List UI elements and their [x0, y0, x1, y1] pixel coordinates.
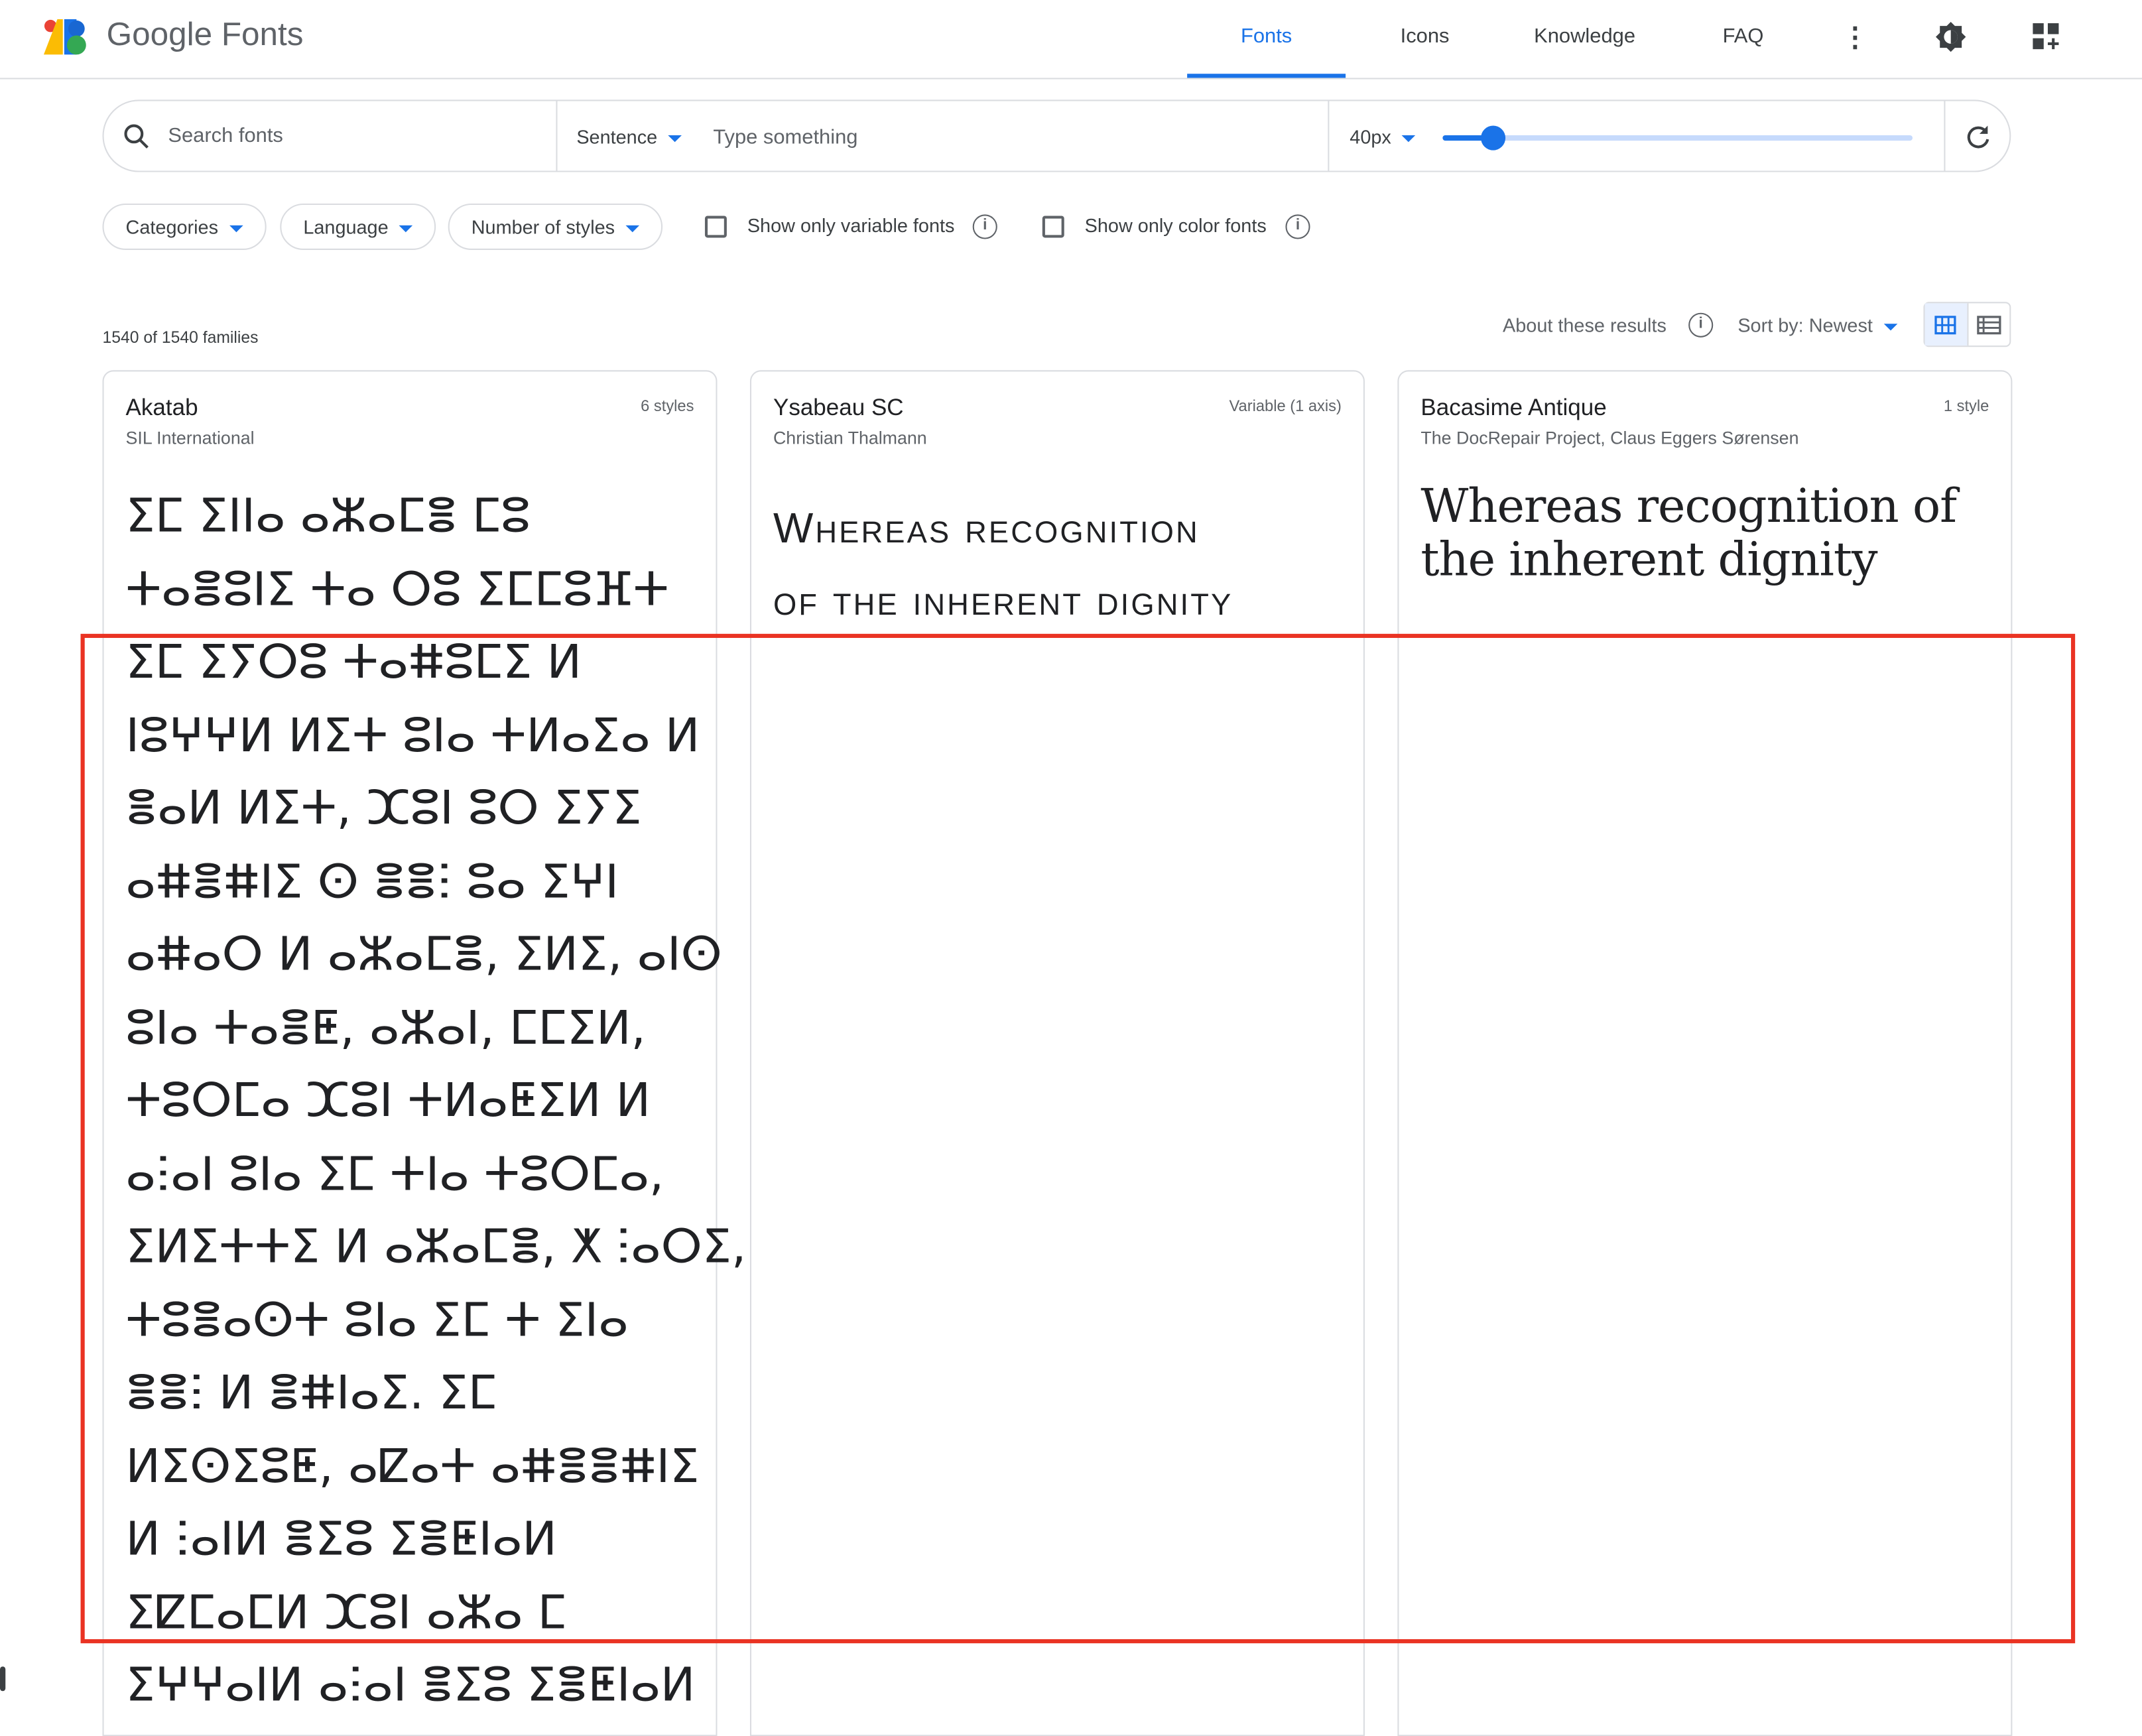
sort-label: Sort by: Newest — [1737, 314, 1873, 336]
categories-label: Categories — [125, 216, 218, 238]
list-view-button[interactable] — [1968, 303, 2009, 345]
search-toolbar — [103, 99, 2011, 172]
styles-filter[interactable] — [448, 204, 663, 250]
preview-mode-label: Sentence — [576, 125, 658, 148]
font-preview: Whereas recognition of the inherent dignity — [773, 504, 1233, 625]
dropdown-arrow-icon — [626, 225, 640, 231]
list-icon — [1977, 315, 2001, 334]
font-name[interactable]: Bacasime Antique — [1420, 395, 1607, 421]
font-size-slider[interactable] — [1442, 135, 1913, 141]
brand-name[interactable]: Google Fonts — [106, 16, 304, 54]
categories-filter[interactable] — [103, 204, 267, 250]
results-count: 1540 of 1540 families — [102, 328, 259, 347]
info-icon[interactable]: i — [973, 214, 997, 239]
sort-select[interactable] — [1737, 314, 1897, 336]
font-card-bacasime-antique[interactable] — [1397, 370, 2012, 1736]
font-preview: ⵉⵎ ⵉⵏⵏⴰ ⴰⵣⴰⵎⴻ ⵎⵓ ⵜⴰⴻⵓⵏⵉ ⵜⴰ ⵔⵓ ⵉⵎⵎⵓⴼⵜ ⵉⵎ ⵉⵢⵔⵓ ⵜⴰⵌⵓⵎⵉ ⵍ ⵏⵓⵖⵖⵍ ⵍⵉⵜ ⵓⵏⴰ ⵜⵍⴰⵉⴰ ⵍ ⴻⴰⵍ ⵍⵉⵜ, ⵋⵓⵏ ⵓⵔ ⵉⵢⵉ ⴰⵌⴻⵌⵏⵉ ⵙ ⴻⴻⵗ ⵓⴰ ⵉⵖⵏ ⴰⵌⴰⵔ ⵍ ⴰⵣⴰⵎⴻ, ⵉⵍⵉ, ⴰⵏⵙ ⵓⵏⴰ ⵜⴰⴻⵟ, ⴰⵣⴰⵏ, ⵎⵎⵉⵍ, ⵜⵓⵔⵎⴰ ⵋⵓⵏ ⵜⵍⴰⵟⵉⵍ ⵍ ⴰⵗⴰⵏ ⵓⵏⴰ ⵉⵎ ⵜⵏⴰ ⵜⵓⵔⵎⴰ, ⵉⵍⵉⵜⵜⵉ ⵍ ⴰⵣⴰⵎⴻ, ⵅ ⵗⴰⵔⵉ, ⵜⵓⴻⴰⵙⵜ ⵓⵏⴰ ⵉⵎ ⵜ ⵉⵏⴰ ⴻⴻⵗ ⵍ ⴻⵌⵏⴰⵉ. ⵉⵎ ⵍⵉⵙⵉⵓⵟ, ⴰⵇⴰⵜ ⴰⵌⴻⴻⵌⵏⵉ ⵍ ⵗⴰⵏⵍ ⴻⵉⵓ ⵉⴻⵟⵏⴰⵍ ⵉⵇⵎⴰⵎⵍ ⵋⵓⵏ ⴰⵣⴰ ⵎ ⵉⵖⵖⴰⵏⵍ ⴰⵗⴰⵏ ⴻⵉⵓ ⵉⴻⵟⵏⴰⵍ — [125, 489, 747, 1713]
info-icon[interactable]: i — [1688, 313, 1713, 338]
grid-icon — [1935, 315, 1957, 334]
language-label: Language — [303, 216, 389, 238]
styles-label: Number of styles — [471, 216, 615, 238]
variable-fonts-checkbox[interactable] — [705, 216, 727, 237]
font-author: Christian Thalmann — [773, 427, 927, 448]
nav-icons[interactable]: Icons — [1400, 25, 1450, 48]
dropdown-arrow-icon — [229, 225, 243, 231]
nav-fonts[interactable]: Fonts — [1187, 0, 1346, 78]
reset-icon[interactable] — [1964, 123, 1991, 150]
dropdown-arrow-icon — [1402, 135, 1416, 142]
font-size-label: 40px — [1350, 125, 1391, 148]
nav-faq[interactable]: FAQ — [1722, 25, 1764, 48]
top-app-bar — [0, 0, 2142, 79]
font-styles: 6 styles — [641, 399, 694, 416]
font-name[interactable]: Akatab — [125, 395, 198, 421]
dropdown-arrow-icon — [399, 225, 413, 231]
font-author: SIL International — [125, 427, 255, 448]
scrollbar-thumb[interactable] — [0, 1666, 5, 1691]
about-results-link[interactable]: About these results — [1503, 314, 1667, 336]
preview-mode-select[interactable] — [576, 126, 682, 148]
font-name[interactable]: Ysabeau SC — [773, 395, 904, 421]
dropdown-arrow-icon — [668, 135, 682, 142]
nav-knowledge[interactable]: Knowledge — [1534, 25, 1636, 48]
font-styles: Variable (1 axis) — [1229, 399, 1342, 416]
font-card-ysabeau-sc[interactable] — [750, 370, 1365, 1736]
dropdown-arrow-icon — [1883, 324, 1897, 330]
apps-icon[interactable] — [2033, 23, 2060, 50]
search-input[interactable]: Search fonts — [168, 124, 283, 148]
preview-text-input[interactable]: Type something — [713, 125, 858, 149]
font-preview: Whereas recognition of the inherent dignity — [1420, 479, 1957, 588]
font-styles: 1 style — [1943, 399, 1989, 416]
language-filter[interactable] — [280, 204, 436, 250]
grid-view-button[interactable] — [1925, 303, 1969, 345]
google-fonts-logo-icon[interactable] — [44, 19, 88, 55]
view-toggle — [1923, 302, 2011, 347]
search-icon — [123, 123, 150, 150]
theme-icon[interactable] — [1934, 21, 1967, 53]
color-fonts-label[interactable]: Show only color fonts — [1084, 214, 1267, 237]
more-vert-icon[interactable]: ⋮ — [1841, 23, 1869, 54]
font-author: The DocRepair Project, Claus Eggers Sørensen — [1420, 427, 1799, 448]
info-icon[interactable]: i — [1285, 214, 1310, 239]
font-size-select[interactable] — [1350, 126, 1416, 148]
slider-thumb[interactable] — [1481, 126, 1505, 151]
font-card-akatab[interactable] — [103, 370, 747, 1736]
color-fonts-checkbox[interactable] — [1042, 216, 1064, 237]
variable-fonts-label[interactable]: Show only variable fonts — [747, 214, 955, 237]
